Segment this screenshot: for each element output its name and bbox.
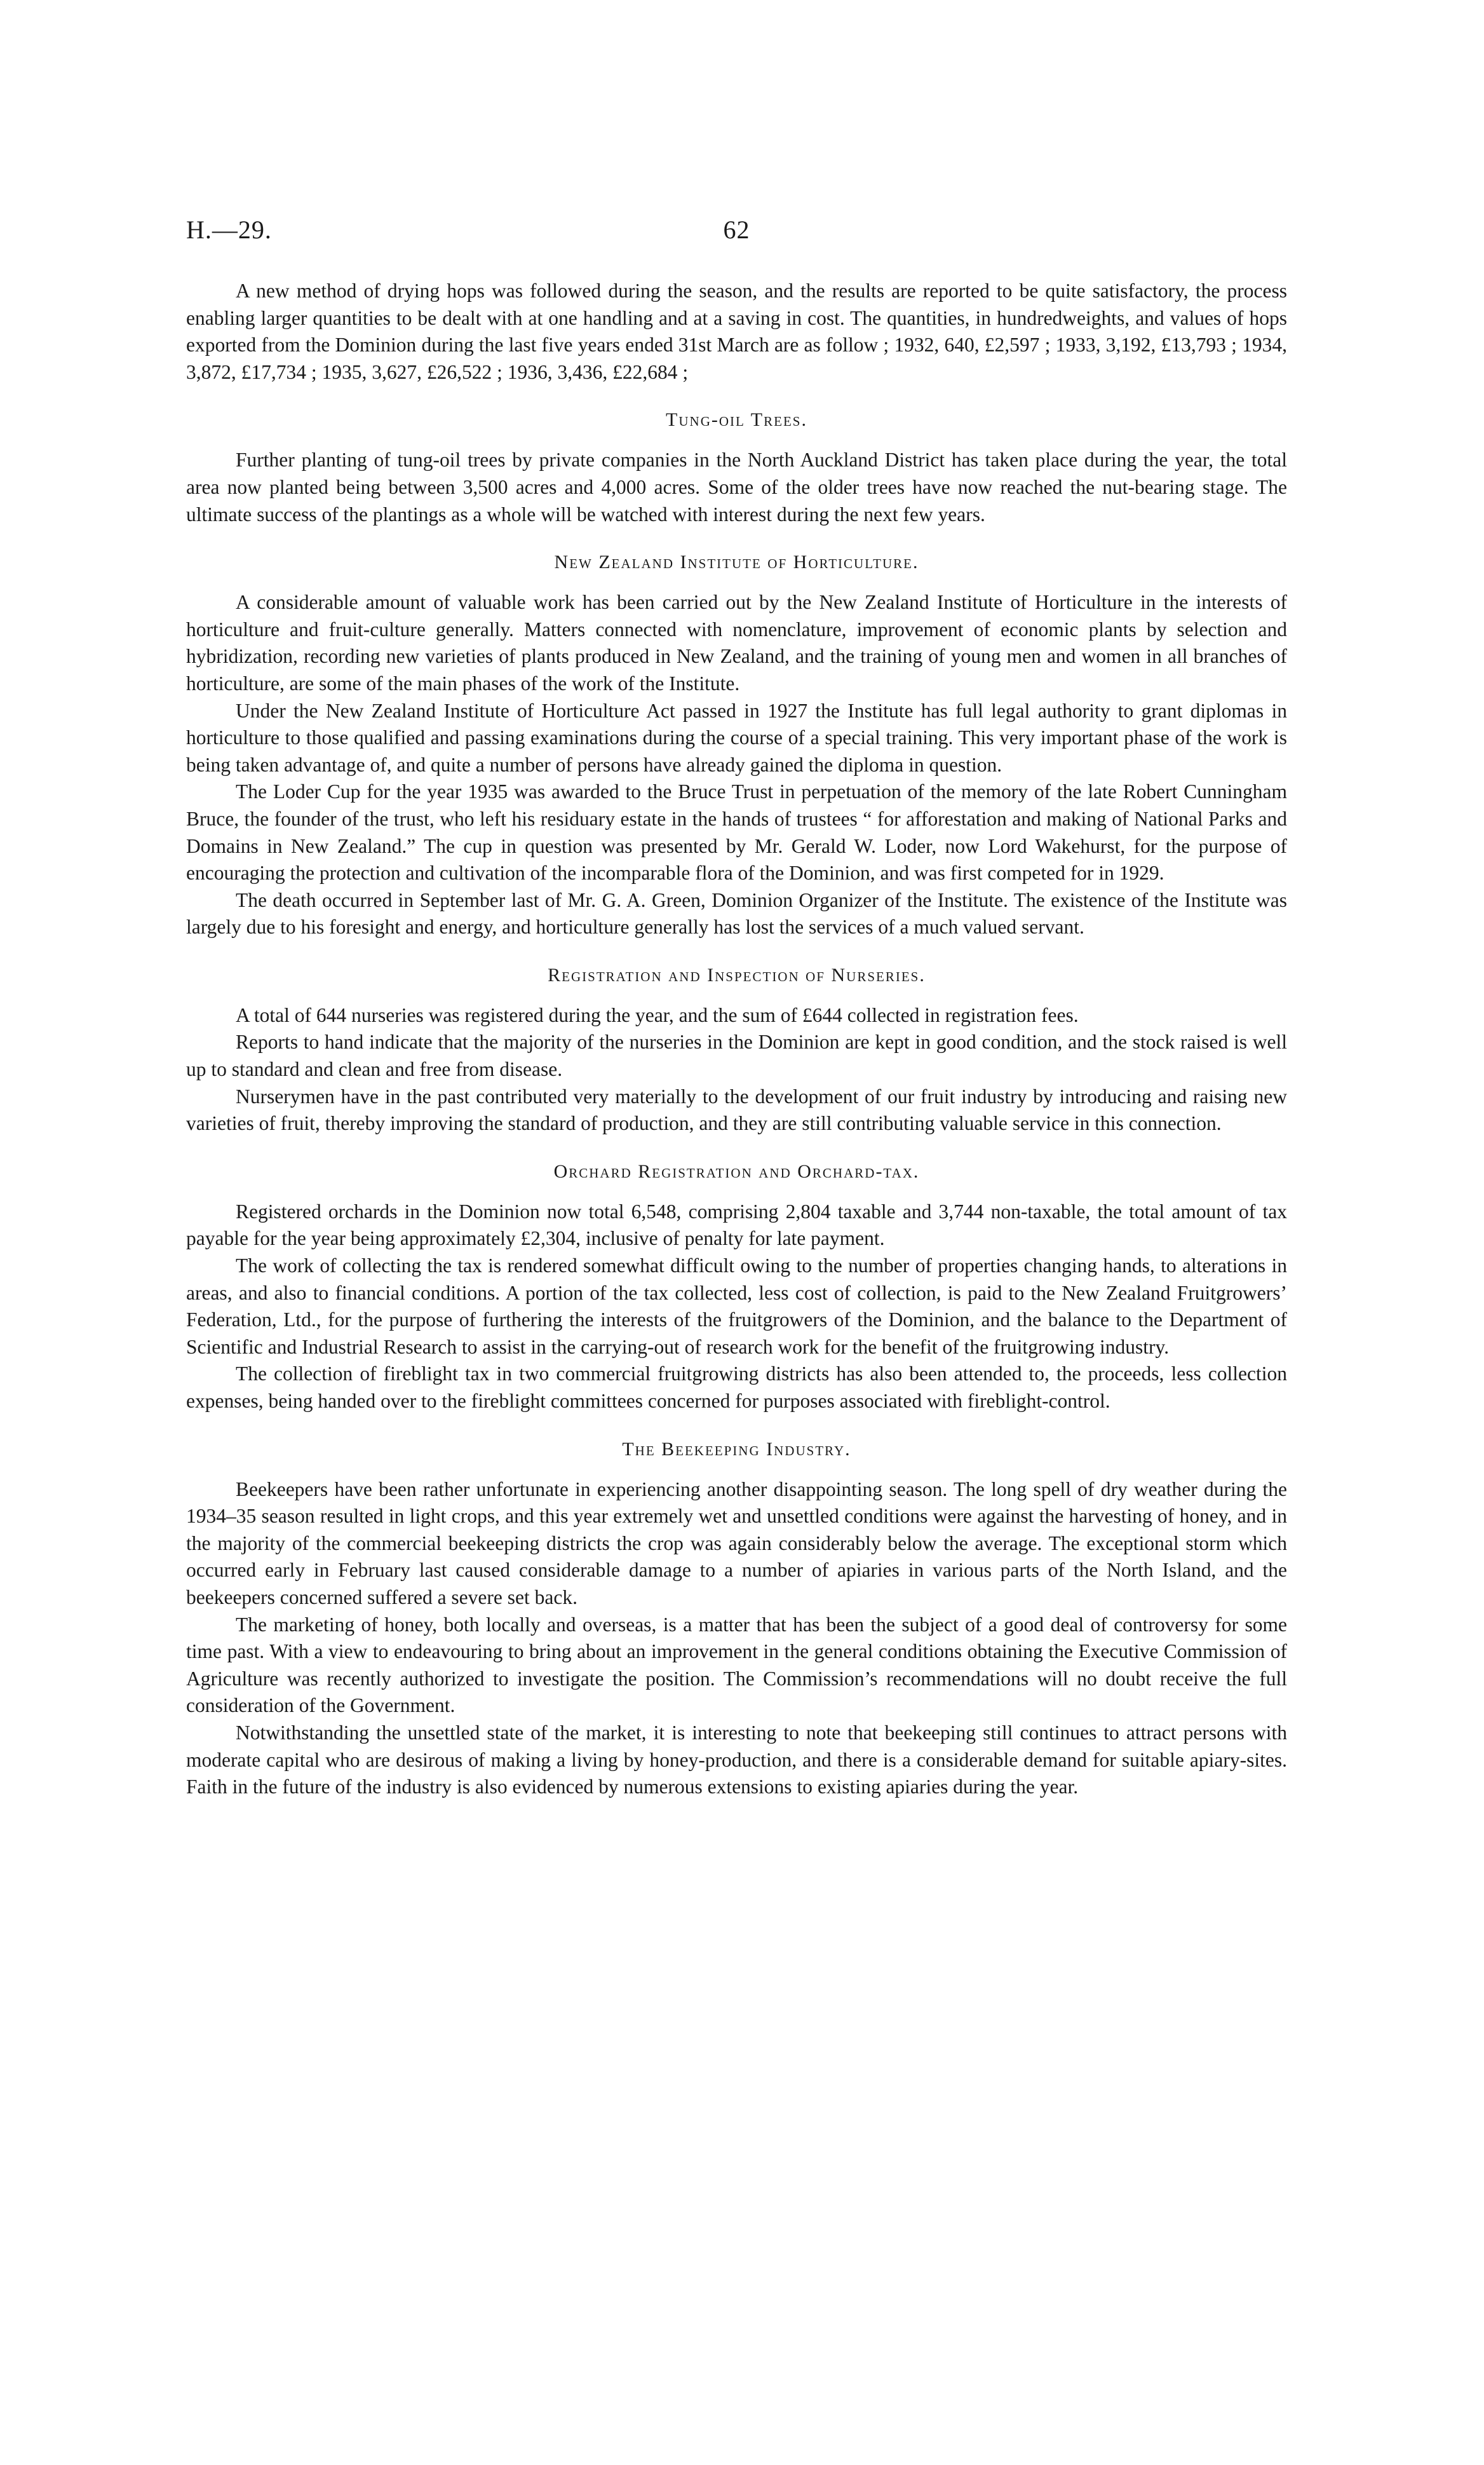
- section-heading: Registration and Inspection of Nurseries.: [548, 964, 926, 986]
- paragraph: Nurserymen have in the past contributed very materially to the development of our fruit industry by introducing and raising new varieties of fruit, thereby improving the standard of production, and they are still contributing valuable service in this connection.: [186, 1085, 1287, 1135]
- section-heading: The Beekeeping Industry.: [622, 1438, 851, 1460]
- paragraph: A new method of drying hops was followed during the season, and the results are reported to be quite satisfactory, the process enabling larger quantities to be dealt with at one handling and at a saving in cost. The quantities, in hundredweights, and values of hops exported from the Dominion during the last five years ended 31st March are as follow ; 1932, 640, £2,597 ; 1933, 3,192, £13,793 ; 1934, 3,872, £17,734 ; 1935, 3,627, £26,522 ; 1936, 3,436, £22,684 ;: [186, 280, 1287, 383]
- paragraph: The marketing of honey, both locally and overseas, is a matter that has been the subject of a good deal of controversy for some time past. With a view to endeavouring to bring about an improvement in the general conditions obtaining the Executive Commission of Agriculture was recently authorized to investigate the position. The Commission’s recommendations will no doubt receive the full consideration of the Government.: [186, 1613, 1287, 1717]
- paragraph: A total of 644 nurseries was registered during the year, and the sum of £644 collected in registration fees.: [236, 1003, 1079, 1026]
- section-beekeeping: [186, 1437, 1287, 1801]
- paragraph: Further planting of tung-oil trees by private companies in the North Auckland District has taken place during the year, the total area now planted being between 3,500 acres and 4,000 acres. Some of the older trees have now reached the nut-bearing stage. The ultimate success of the plantings as a whole will be watched with interest during the next few years.: [186, 449, 1287, 526]
- paragraph: Beekeepers have been rather unfortunate in experiencing another disappointing season. The long spell of dry weather during the 1934–35 season resulted in light crops, and this year extremely wet and unsettled conditions were against the harvesting of honey, and in the majority of the commercial beekeeping districts the crop was again considerably below the average. The exceptional storm which occurred early in February last caused considerable damage to a number of apiaries in various parts of the North Island, and the beekeepers concerned suffered a severe set back.: [186, 1477, 1287, 1608]
- paragraph: Notwithstanding the unsettled state of the market, it is interesting to note that beekeeping still continues to attract persons with moderate capital who are desirous of making a living by honey-production, and there is a considerable demand for suitable apiary-sites. Faith in the future of the industry is also evidenced by numerous extensions to existing apiaries during the year.: [186, 1721, 1287, 1798]
- paragraph: The Loder Cup for the year 1935 was awarded to the Bruce Trust in perpetuation of the memory of the late Robert Cunningham Bruce, the founder of the trust, who left his residuary estate in the hands of trustees “ for afforestation and making of National Parks and Domains in New Zealand.” The cup in question was presented by Mr. Gerald W. Loder, now Lord Wakehurst, for the purpose of encouraging the protection and cultivation of the incomparable flora of the Dominion, and was first competed for in 1929.: [186, 780, 1287, 885]
- document-reference: H.—29.: [186, 215, 272, 244]
- section-nurseries: [186, 963, 1287, 1137]
- paragraph: Reports to hand indicate that the majority of the nurseries in the Dominion are kept in good condition, and the stock raised is well up to standard and clean and free from disease.: [186, 1031, 1287, 1081]
- intro-hops-section: [186, 278, 1287, 386]
- paragraph: A considerable amount of valuable work has been carried out by the New Zealand Institute of Horticulture in the interests of horticulture and fruit-culture generally. Matters connected with nomenclature, improvement of economic plants by selection and hybridization, recording new varieties of plants produced in New Zealand, and the training of young men and women in all branches of horticulture, are some of the main phases of the work of the Institute.: [186, 591, 1287, 695]
- section-heading: Tung-oil Trees.: [666, 409, 807, 431]
- section-heading: New Zealand Institute of Horticulture.: [554, 552, 919, 573]
- page-body: [186, 278, 1287, 1801]
- section-tung-oil-trees: [186, 407, 1287, 528]
- section-institute-of-horticulture: [186, 550, 1287, 941]
- paragraph: The work of collecting the tax is rendered somewhat difficult owing to the number of properties changing hands, to alterations in areas, and also to financial conditions. A portion of the tax collected, less cost of collection, is paid to the New Zealand Fruitgrowers’ Federation, Ltd., for the purpose of furthering the interests of the fruitgrowers of the Dominion, and the balance to the Department of Scientific and Industrial Research to assist in the carrying-out of research work for the benefit of the fruitgrowing industry.: [186, 1254, 1287, 1358]
- page-header: [186, 215, 1287, 253]
- paragraph: The collection of fireblight tax in two commercial fruitgrowing districts has also been attended to, the proceeds, less collection expenses, being handed over to the fireblight committees concerned for purposes associated with fireblight-control.: [186, 1362, 1287, 1412]
- section-heading: Orchard Registration and Orchard-tax.: [553, 1160, 920, 1182]
- paragraph: Registered orchards in the Dominion now total 6,548, comprising 2,804 taxable and 3,744 non-taxable, the total amount of tax payable for the year being approximately £2,304, inclusive of penalty for late payment.: [186, 1200, 1287, 1250]
- paragraph: The death occurred in September last of Mr. G. A. Green, Dominion Organizer of the Institute. The existence of the Institute was largely due to his foresight and energy, and horticulture generally has lost the services of a much valued servant.: [186, 888, 1287, 939]
- page-number: 62: [723, 215, 750, 244]
- paragraph: Under the New Zealand Institute of Horticulture Act passed in 1927 the Institute has full legal authority to grant diplomas in horticulture to those qualified and passing examinations during the course of a special training. This very important phase of the work is being taken advantage of, and quite a number of persons have already gained the diploma in question.: [186, 699, 1287, 776]
- section-orchard-registration: [186, 1159, 1287, 1415]
